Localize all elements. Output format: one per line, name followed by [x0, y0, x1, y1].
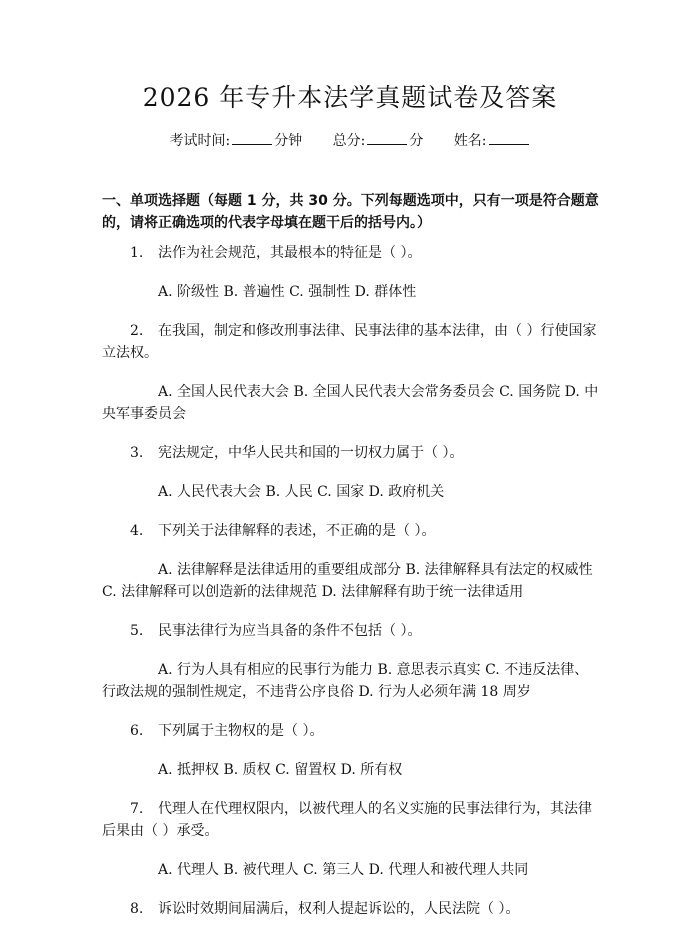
- exam-time-field: [169, 133, 302, 149]
- question-options: A. 代理人 B. 被代理人 C. 第三人 D. 代理人和被代理人共同: [158, 862, 529, 878]
- student-name-blank: [489, 132, 529, 145]
- exam-time-label: 考试时间:: [169, 133, 231, 149]
- question-stem: [102, 720, 602, 742]
- question-number: 8.: [130, 901, 144, 917]
- question-number: 7.: [130, 801, 144, 817]
- question-stem: [102, 520, 602, 542]
- question-stem: [102, 798, 602, 842]
- exam-time-blank: [232, 132, 272, 145]
- exam-meta-line: [0, 130, 700, 152]
- question-options: A. 人民代表大会 B. 人民 C. 国家 D. 政府机关: [158, 484, 445, 500]
- question-list: [102, 242, 602, 937]
- question-stem: [102, 242, 602, 264]
- question-number: 6.: [130, 723, 144, 739]
- question-text: 代理人在代理权限内，以被代理人的名义实施的民事法律行为，其法律后果由（ ）承受。: [102, 801, 592, 839]
- question-options: A. 抵押权 B. 质权 C. 留置权 D. 所有权: [158, 762, 403, 778]
- document-title: 2026 年专升本法学真题试卷及答案: [142, 83, 558, 112]
- question-stem: [102, 898, 602, 920]
- question-number: 2.: [130, 323, 144, 339]
- question-text: 宪法规定，中华人民共和国的一切权力属于（ ）。: [158, 445, 464, 461]
- question-number: 3.: [130, 445, 144, 461]
- question-stem: [102, 620, 602, 642]
- student-name-field: [454, 133, 531, 149]
- total-score-blank: [367, 132, 407, 145]
- question-number: 5.: [130, 623, 144, 639]
- student-name-label: 姓名:: [453, 133, 487, 149]
- question-text: 下列关于法律解释的表述，不正确的是（ ）。: [158, 523, 436, 539]
- question-text: 诉讼时效期间届满后，权利人提起诉讼的，人民法院（ ）。: [158, 901, 520, 917]
- exam-time-unit: 分钟: [274, 133, 303, 149]
- question-text: 下列属于主物权的是（ ）。: [158, 723, 324, 739]
- section-heading: 一、单项选择题（每题 1 分，共 30 分。下列每题选项中，只有一项是符合题意的，请将正确选项的代表字母填在题干后的括号内。）: [102, 193, 599, 231]
- question-number: 1.: [130, 245, 144, 261]
- total-score-label: 总分:: [332, 133, 366, 149]
- question-text: 民事法律行为应当具备的条件不包括（ ）。: [158, 623, 422, 639]
- question-stem: [102, 320, 602, 364]
- question-stem: [102, 442, 602, 464]
- question-number: 4.: [130, 523, 144, 539]
- question-options: A. 法律解释是法律适用的重要组成部分 B. 法律解释具有法定的权威性 C. 法律解释可以创造新的法律规范 D. 法律解释有助于统一法律适用: [102, 562, 593, 600]
- question-options: A. 阶级性 B. 普遍性 C. 强制性 D. 群体性: [158, 284, 417, 300]
- total-score-unit: 分: [409, 133, 424, 149]
- question-text: 在我国，制定和修改刑事法律、民事法律的基本法律，由（ ）行使国家立法权。: [102, 323, 597, 361]
- question-options: A. 全国人民代表大会 B. 全国人民代表大会常务委员会 C. 国务院 D. 中央军事委员会: [102, 384, 599, 422]
- total-score-field: [333, 133, 424, 149]
- question-text: 法作为社会规范，其最根本的特征是（ ）。: [158, 245, 422, 261]
- question-options: A. 行为人具有相应的民事行为能力 B. 意思表示真实 C. 不违反法律、行政法规的强制性规定，不违背公序良俗 D. 行为人必须年满 18 周岁: [102, 662, 589, 700]
